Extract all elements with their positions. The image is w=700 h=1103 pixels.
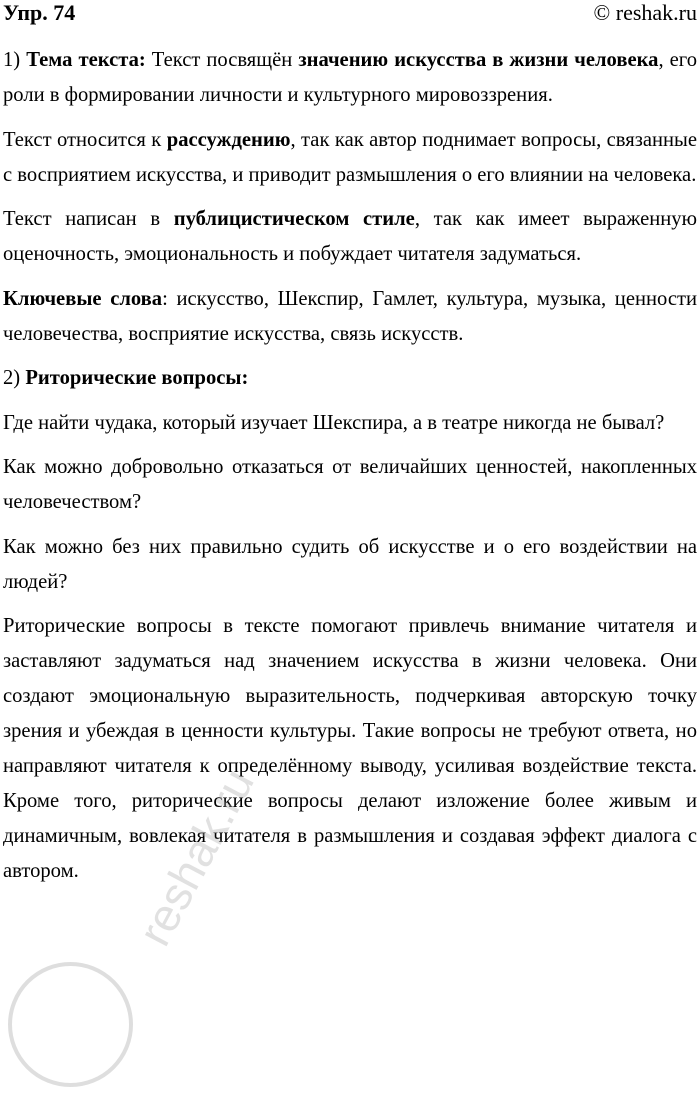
text-type-value: рассуждению <box>166 128 291 151</box>
topic-value: значению искусства в жизни человека <box>298 49 659 71</box>
keywords-label: Ключевые слова <box>3 287 163 310</box>
keywords-list: : искусство, Шекспир, Гамлет, культура, музыка, ценности человечества, восприятие искусства, связь искусств. <box>3 287 697 345</box>
topic-label: Тема текста: <box>26 49 146 71</box>
question-item: Как можно без них правильно судить об искусстве и о его воздействии на людей? <box>3 535 697 593</box>
conclusion-paragraph: Риторические вопросы в тексте помогают привлечь внимание читателя и заставляют задуматься над значением искусства в жизни человека. Они создают эмоциональную выразительность, подчеркивая авторскую точку зрения и убеждая в ценности культуры. Такие вопросы не требуют ответа, но направляют читателя к определённому выводу, усиливая воздействие текста. Кроме того, риторические вопросы делают изложение более живым и динамичным, вовлекая читателя в размышления и создавая эффект диалога с автором. <box>3 615 697 882</box>
text-style-value: публицистическом стиле <box>173 208 415 230</box>
text-type-paragraph: Текст относится к рассуждению, так как автор поднимает вопросы, связанные с восприятием искусства, и приводит размышления о его влиянии на человека. <box>3 128 697 186</box>
document-body <box>3 43 697 899</box>
watermark-circle <box>8 962 133 1087</box>
question-item: Где найти чудака, который изучает Шекспира, а в театре никогда не бывал? <box>3 411 665 434</box>
rhetorical-questions-heading: 2) Риторические вопросы: <box>3 367 249 389</box>
text-style-paragraph: Текст написан в публицистическом стиле, так как имеет выраженную оценочность, эмоциональность и побуждает читателя задуматься. <box>3 208 697 265</box>
page-header <box>3 0 697 30</box>
topic-paragraph: 1) Тема текста: Текст посвящён значению искусства в жизни человека, его роли в формировании личности и культурного мировоззрения. <box>3 49 697 106</box>
exercise-number: Упр. 74 <box>3 0 76 25</box>
keywords-paragraph <box>3 282 697 352</box>
watermark-text: reshak.ru <box>127 760 264 954</box>
source-credit: © reshak.ru <box>593 0 697 25</box>
question-item: Как можно добровольно отказаться от величайших ценностей, накопленных человечеством? <box>3 456 697 513</box>
